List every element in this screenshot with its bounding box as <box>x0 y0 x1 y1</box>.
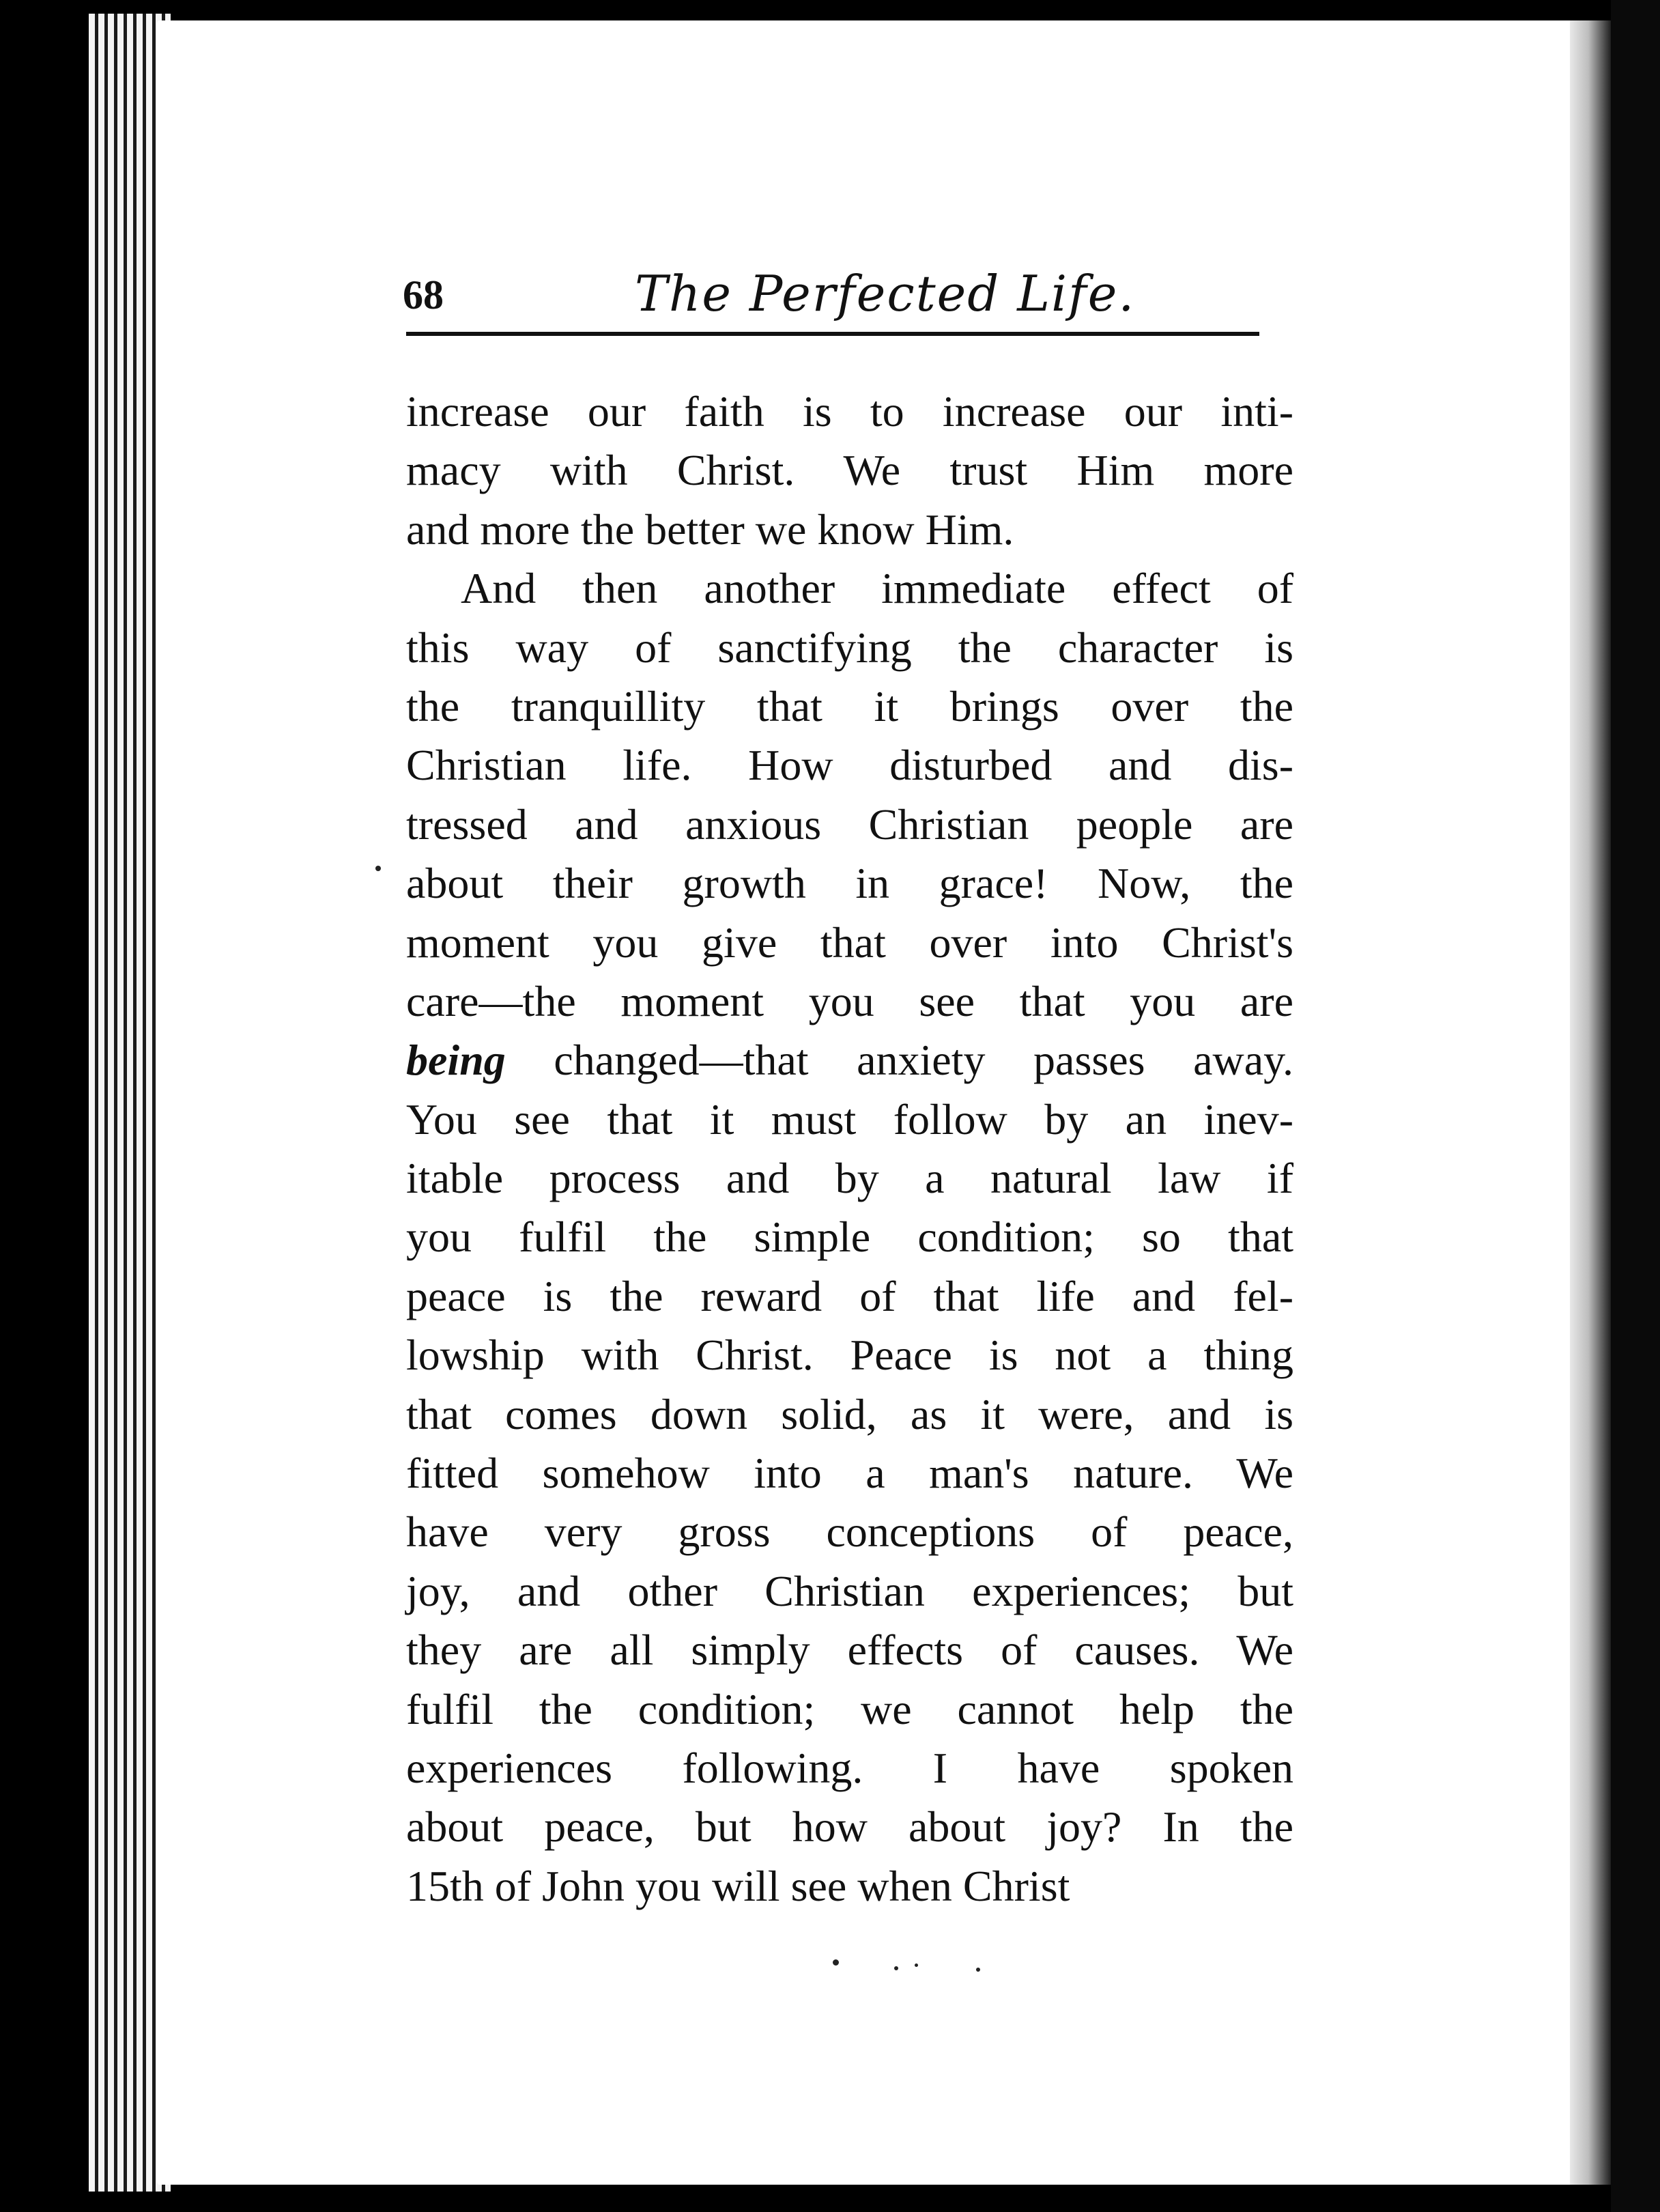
scan-speck <box>833 1959 839 1966</box>
facing-page-edge <box>1611 0 1660 2212</box>
text-line: 15th of John you will see when Christ <box>406 1861 1070 1910</box>
page-gutter-shadow <box>1570 20 1611 2185</box>
text-line: the tranquillity that it brings over the <box>406 681 1293 731</box>
text-line: about their growth in grace! Now, the <box>406 859 1293 908</box>
scan-speck <box>894 1966 898 1970</box>
text-line: macy with Christ. We trust Him more <box>406 446 1293 495</box>
text-line: and more the better we know Him. <box>406 505 1014 554</box>
text-line: you fulfil the simple condition; so that <box>406 1213 1293 1262</box>
scan-speck <box>976 1968 980 1972</box>
running-head <box>403 259 1256 335</box>
text-line: And then another immediate effect of <box>461 564 1293 613</box>
text-line-emphasis <box>406 1031 1293 1090</box>
text-line: they are all simply effects of causes. We <box>406 1626 1293 1675</box>
text-line: that comes down solid, as it were, and is <box>406 1389 1293 1438</box>
text-line: peace is the reward of that life and fel- <box>406 1271 1293 1320</box>
scan-speck <box>915 1963 918 1967</box>
running-title: The Perfected Life. <box>635 265 1136 322</box>
text-line: fulfil the condition; we cannot help the <box>406 1684 1293 1733</box>
text-line: have very gross conceptions of peace, <box>406 1507 1293 1557</box>
body-text <box>406 382 1293 1916</box>
text-line: increase our faith is to increase our inti- <box>406 387 1293 436</box>
text-line: care—the moment you see that you are <box>406 976 1293 1025</box>
emphasized-word: being <box>406 1036 506 1085</box>
text-line: tressed and anxious Christian people are <box>406 799 1293 849</box>
header-rule <box>406 332 1259 336</box>
text-line: itable process and by a natural law if <box>406 1154 1293 1203</box>
text-line: Christian life. How disturbed and dis- <box>406 741 1293 790</box>
text-line: lowship with Christ. Peace is not a thing <box>406 1331 1293 1380</box>
scan-speck <box>375 866 381 871</box>
text-line: joy, and other Christian experiences; but <box>406 1566 1293 1615</box>
text-line: experiences following. I have spoken <box>406 1743 1293 1792</box>
text-line: about peace, but how about joy? In the <box>406 1802 1293 1852</box>
text-line: You see that it must follow by an inev- <box>406 1094 1293 1144</box>
text-line: this way of sanctifying the character is <box>406 623 1293 672</box>
emphasis-line-rest: changed—that anxiety passes away. <box>505 1036 1293 1085</box>
page-number: 68 <box>403 272 444 317</box>
text-line: fitted somehow into a man's nature. We <box>406 1449 1293 1498</box>
text-line: moment you give that over into Christ's <box>406 918 1293 967</box>
